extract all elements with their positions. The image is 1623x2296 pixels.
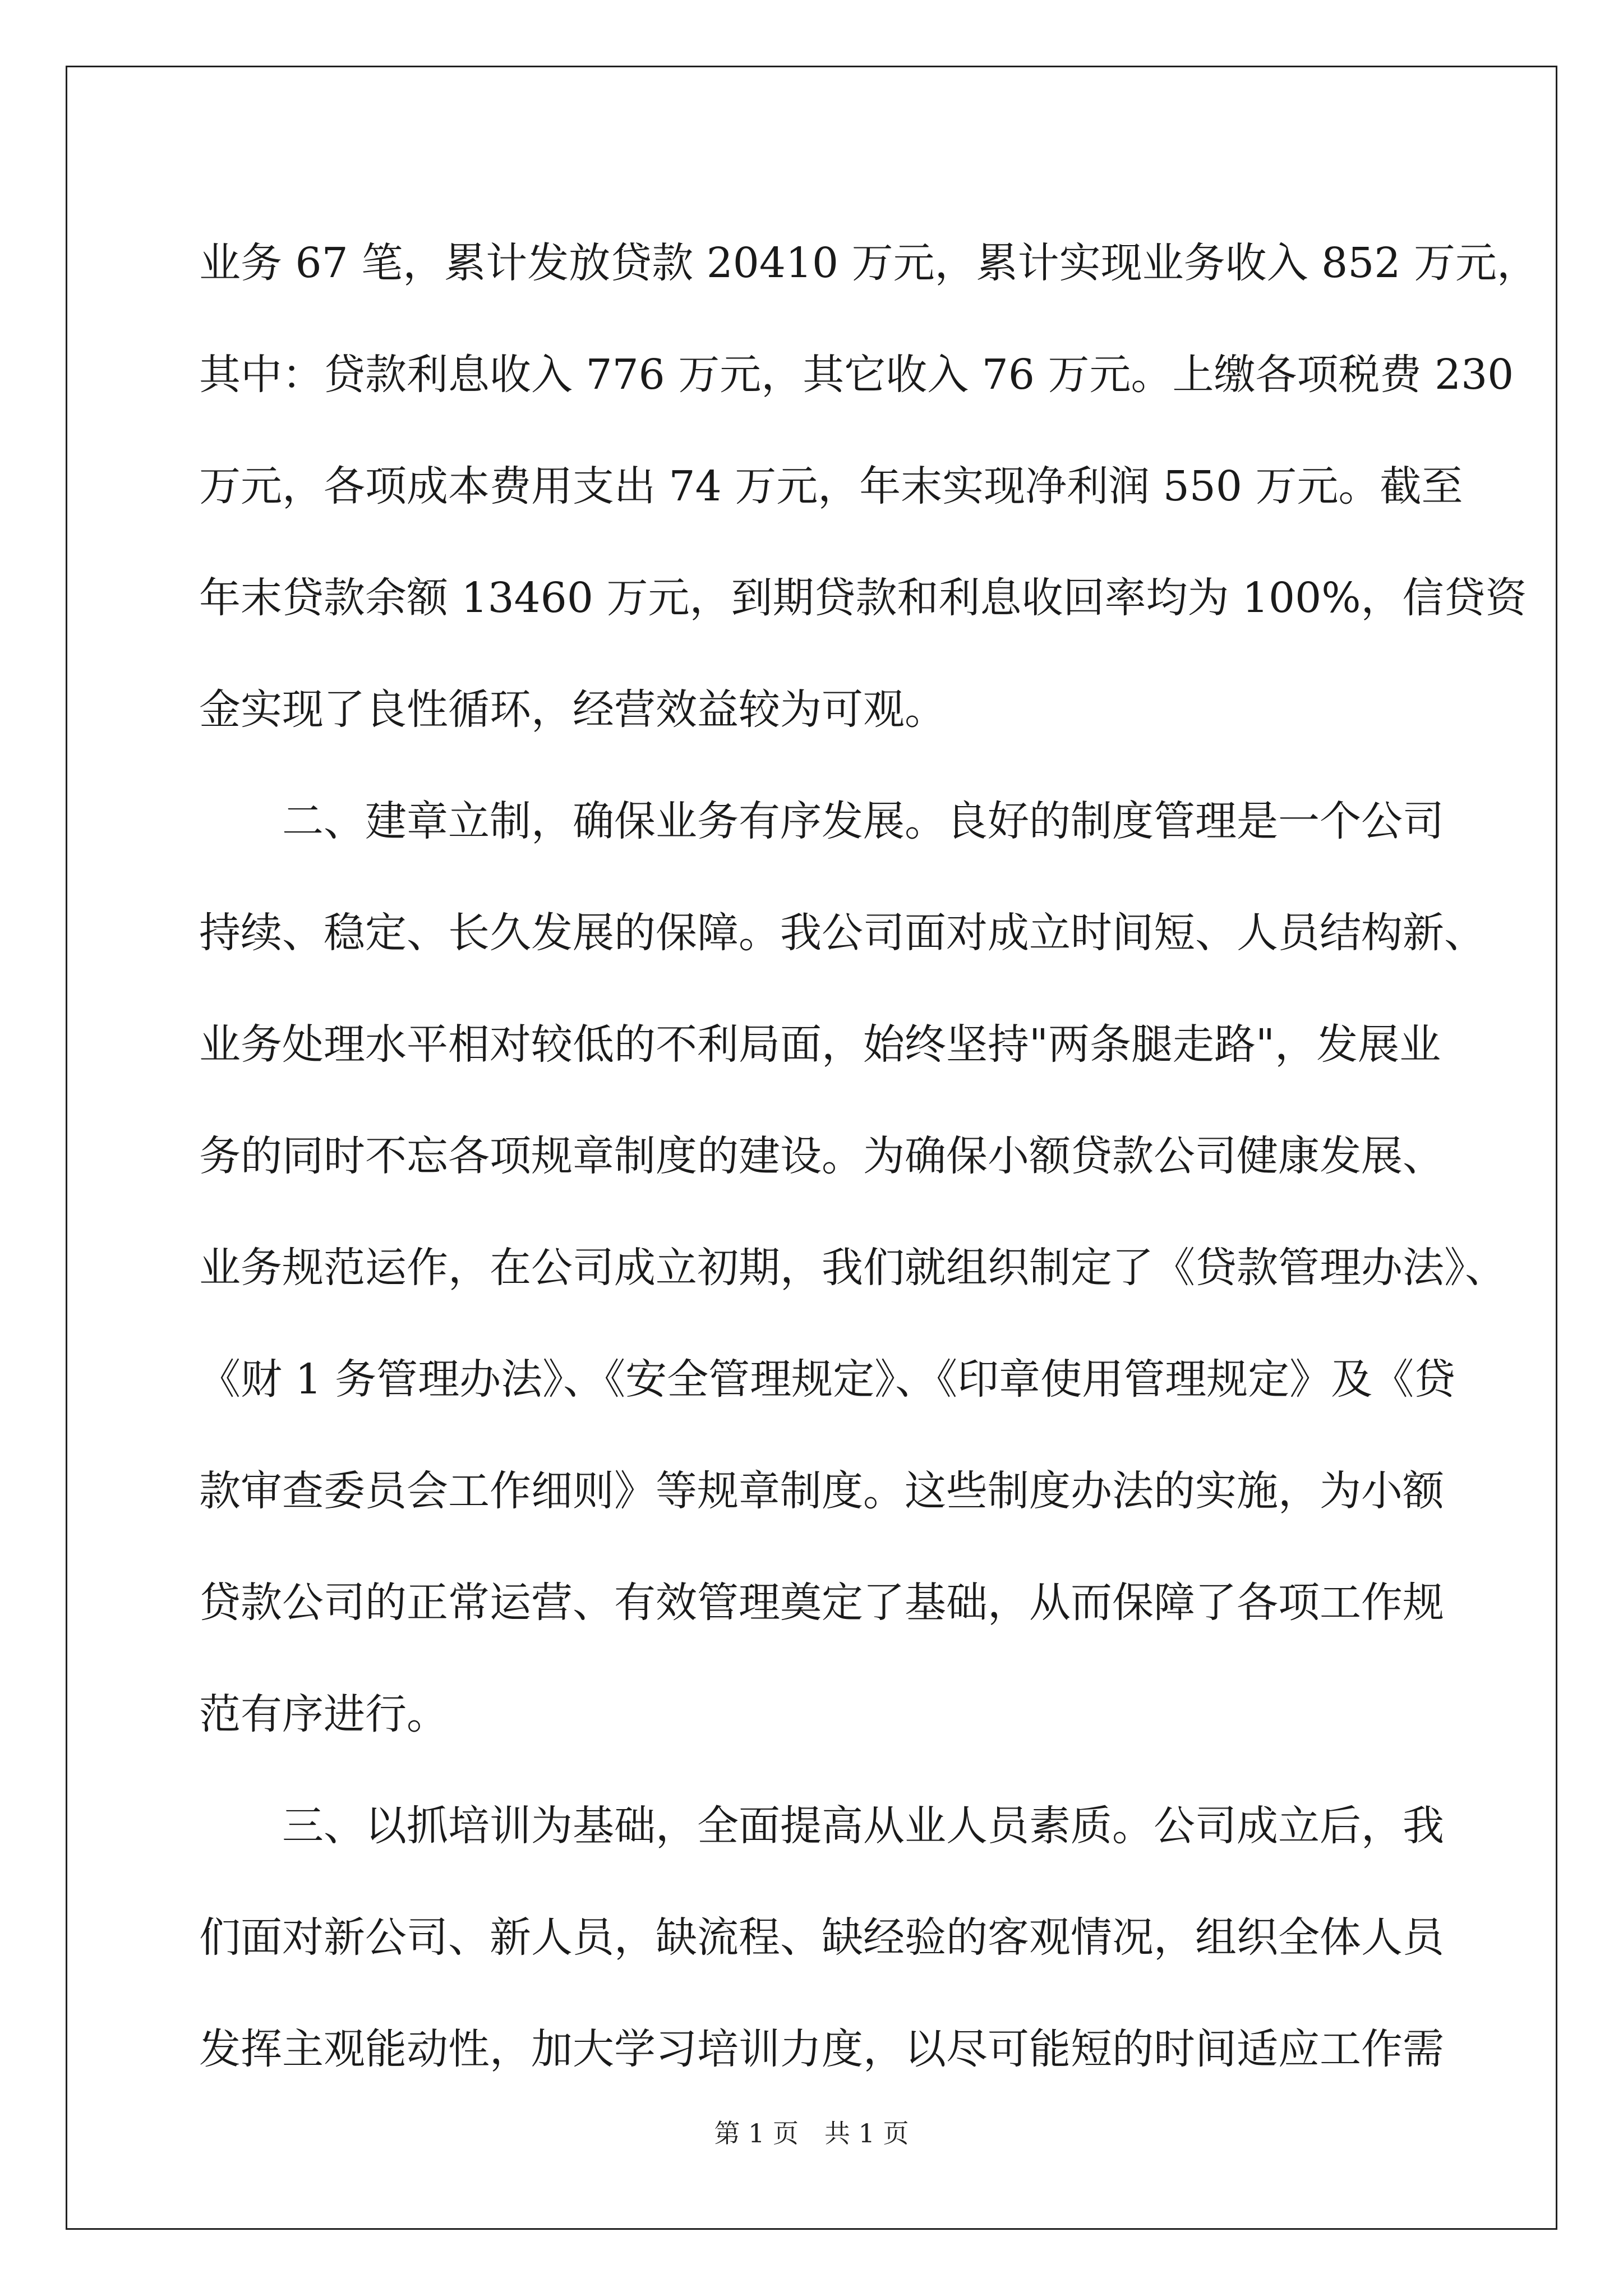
page-total: 共 1 页 <box>824 2118 909 2148</box>
document-body <box>199 208 1538 2105</box>
text-line: 年末贷款余额 13460 万元，到期贷款和利息收回率均为 100%，信贷资 <box>199 574 1527 622</box>
text-line: 范有序进行。 <box>199 1690 448 1738</box>
text-line: 金实现了良性循环，经营效益较为可观。 <box>199 685 946 734</box>
text-line: 发挥主观能动性，加大学习培训力度，以尽可能短的时间适应工作需 <box>199 2025 1444 2073</box>
text-line: 务的同时不忘各项规章制度的建设。为确保小额贷款公司健康发展、 <box>199 1132 1444 1180</box>
text-line: 们面对新公司、新人员，缺流程、缺经验的客观情况，组织全体人员 <box>199 1913 1444 1962</box>
text-line: 其中：贷款利息收入 776 万元，其它收入 76 万元。上缴各项税费 230 <box>199 351 1514 399</box>
text-line: 持续、稳定、长久发展的保障。我公司面对成立时间短、人员结构新、 <box>199 909 1486 957</box>
paragraph-start-line: 三、以抓培训为基础，全面提高从业人员素质。公司成立后，我 <box>282 1802 1444 1850</box>
text-line: 款审查委员会工作细则》等规章制度。这些制度办法的实施，为小额 <box>199 1467 1444 1515</box>
text-line: 业务规范运作，在公司成立初期，我们就组织制定了《贷款管理办法》、 <box>199 1244 1506 1292</box>
text-line: 业务 67 笔，累计发放贷款 20410 万元，累计实现业务收入 852 万元， <box>199 239 1538 287</box>
paragraph-start-line: 二、建章立制，确保业务有序发展。良好的制度管理是一个公司 <box>282 797 1444 845</box>
text-line: 万元，各项成本费用支出 74 万元，年末实现净利润 550 万元。截至 <box>199 462 1463 510</box>
text-line: 《财 1 务管理办法》、《安全管理规定》、《印章使用管理规定》及《贷 <box>199 1355 1456 1404</box>
text-line: 业务处理水平相对较低的不利局面，始终坚持"两条腿走路"，发展业 <box>199 1020 1441 1069</box>
page-number: 第 1 页 <box>714 2118 799 2148</box>
text-line: 贷款公司的正常运营、有效管理奠定了基础，从而保障了各项工作规 <box>199 1579 1444 1627</box>
page-footer <box>0 2116 1623 2150</box>
